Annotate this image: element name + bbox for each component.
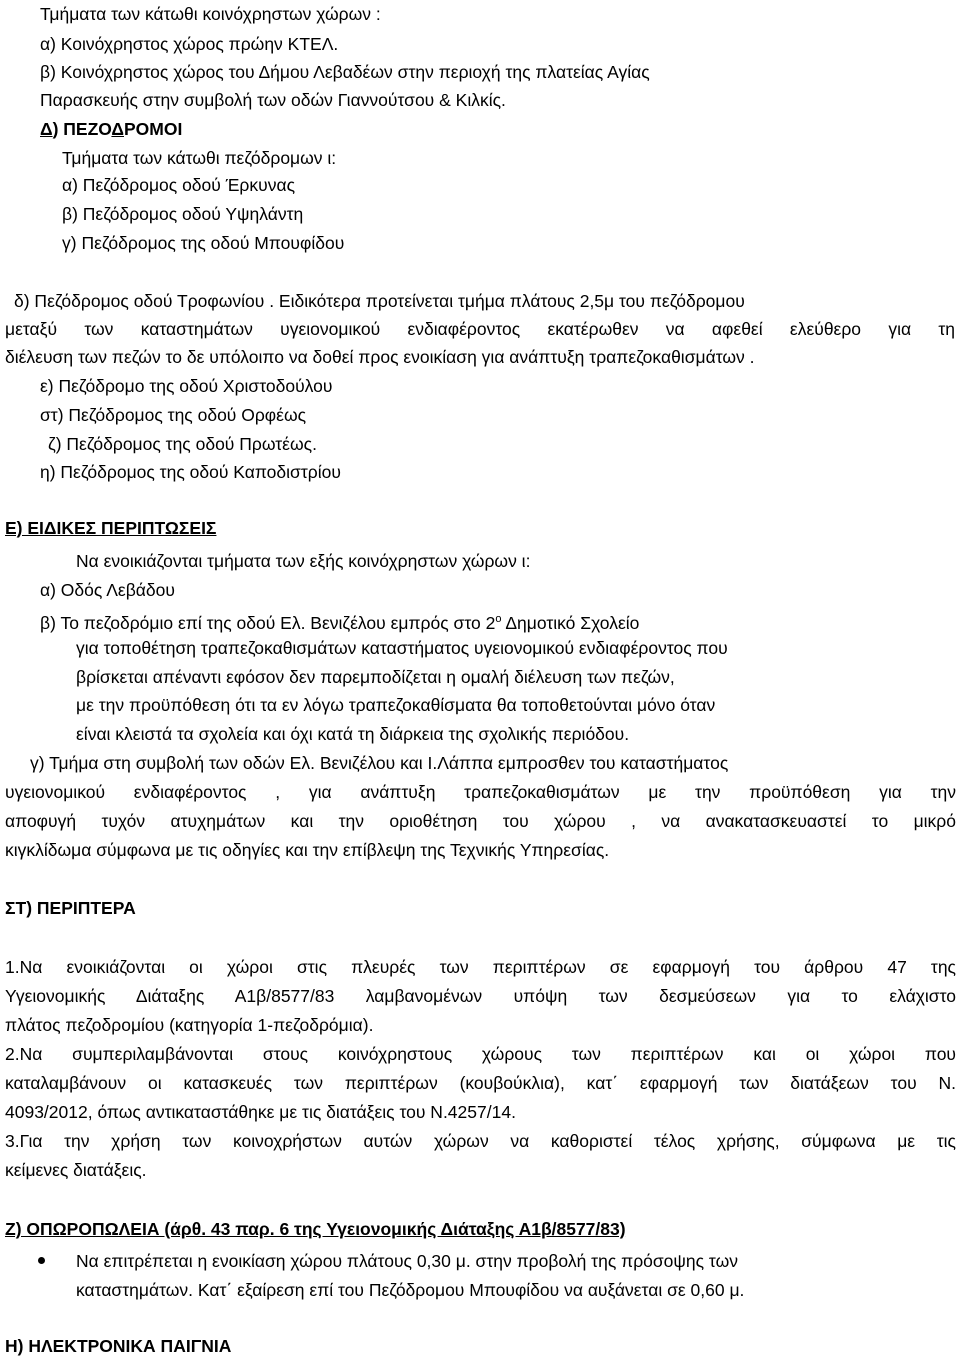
section-e-item-c-line3: αποφυγή τυχόν ατυχημάτων και την οριοθέτηση του χώρου , να ανακατασκευαστεί το μικρό [5,811,956,831]
section-e-item-b-line1-text: β) Το πεζοδρόμιο επί της οδού Ελ. Βενιζέλου εμπρός στο 2 [40,612,496,633]
section-st-p3-line1: 3.Για την χρήση των κοινοχρήστων αυτών χώρων να καθοριστεί τέλος χρήσης, σύμφωνα με τις [5,1131,956,1151]
section-e-item-c-line1: γ) Τμήμα στη συμβολή των οδών Ελ. Βενιζέλου και Ι.Λάππα εμπροσθεν του καταστήματος [30,753,729,773]
section-d-item-e: ε) Πεζόδρομο της οδού Χριστοδούλου [40,376,333,396]
section-st-heading: ΣΤ) ΠΕΡΙΠΤΕΡΑ [5,898,136,918]
section-h-heading: Η) ΗΛΕΚΤΡΟΝΙΚΑ ΠΑΙΓΝΙΑ [5,1336,232,1356]
bullet-icon [38,1257,45,1264]
section-c-item-b-line2: Παρασκευής στην συμβολή των οδών Γιαννούτσου & Κιλκίς. [40,90,506,110]
section-st-p2-line1: 2.Να συμπεριλαμβάνονται στους κοινόχρηστους χώρους των περιπτέρων και οι χώροι που [5,1044,956,1064]
section-e-item-b-line1-end: Δημοτικό Σχολείο [501,612,640,633]
section-d-item-d-line3: διέλευση των πεζών το δε υπόλοιπο να δοθεί προς ενοικίαση για ανάπτυξη τραπεζοκαθισμάτων . [5,347,755,367]
section-st-p2-line2: καταλαμβάνουν οι κατασκευές των περιπτέρων (κουβούκλια), κατ΄ εφαρμογή των διατάξεων του Ν. [5,1073,956,1093]
section-e-item-b-line3: βρίσκεται απέναντι εφόσον δεν παρεμποδίζεται η ομαλή διέλευση των πεζών, [76,667,675,687]
section-z-bullet-line2: καταστημάτων. Κατ΄ εξαίρεση επί του Πεζόδρομου Μπουφίδου να αυξάνεται σε 0,60 μ. [76,1280,745,1300]
section-e-item-b-superscript: ο [495,613,502,625]
section-z-heading: Ζ) ΟΠΩΡΟΠΩΛΕΙΑ (άρθ. 43 παρ. 6 της Υγειονομικής Διάταξης Α1β/8577/83) [5,1219,626,1239]
section-e-intro: Να ενοικιάζονται τμήματα των εξής κοινόχρηστων χώρων ι: [76,551,531,571]
section-d-item-a: α) Πεζόδρομος οδού Έρκυνας [62,175,296,195]
section-e-item-b-line2: για τοποθέτηση τραπεζοκαθισμάτων καταστήματος υγειονομικού ενδιαφέροντος που [76,638,728,658]
section-d-item-d-line2: μεταξύ των καταστημάτων υγειονομικού ενδιαφέροντος εκατέρωθεν να αφεθεί ελεύθερο για τη [5,319,955,339]
section-d-item-z: ζ) Πεζόδρομος της οδού Πρωτέως. [48,434,317,454]
section-c-intro: Τμήματα των κάτωθι κοινόχρηστων χώρων : [40,4,381,24]
section-d-heading-rest: ΡΟΜΟΙ [124,119,183,139]
section-d-item-h: η) Πεζόδρομος της οδού Καποδιστρίου [40,462,341,482]
section-st-p1-line3: πλάτος πεζοδρομίου (κατηγορία 1-πεζοδρόμια). [5,1015,374,1035]
section-d-item-b: β) Πεζόδρομος οδού Υψηλάντη [62,204,304,224]
section-e-heading: Ε) ΕΙΔΙΚΕΣ ΠΕΡΙΠΤΩΣΕΙΣ [5,518,217,538]
section-d-intro: Τμήματα των κάτωθι πεζόδρομων ι: [62,148,337,168]
section-e-item-b-line1 [40,608,639,634]
section-z-bullet-line1: Να επιτρέπεται η ενοικίαση χώρου πλάτους 0,30 μ. στην προβολή της πρόσοψης των [76,1251,738,1271]
section-st-p2-line3: 4093/2012, όπως αντικαταστάθηκε με τις διατάξεις του Ν.4257/14. [5,1102,516,1122]
section-st-p1-line2: Υγειονομικής Διάταξης Α1β/8577/83 λαμβανομένων υπόψη των δεσμεύσεων για το ελάχιστο [5,986,956,1006]
section-d-heading [40,118,182,140]
section-e-item-c-line4: κιγκλίδωμα σύμφωνα με τις οδηγίες και την επίβλεψη της Τεχνικής Υπηρεσίας. [5,840,610,860]
section-e-item-b-line5: είναι κλειστά τα σχολεία και όχι κατά τη διάρκεια της σχολικής περιόδου. [76,724,630,744]
section-d-item-c: γ) Πεζόδρομος της οδού Μπουφίδου [62,233,345,253]
section-d-heading-mid-letter: Δ [111,119,124,139]
section-e-item-a: α) Οδός Λεβάδου [40,580,175,600]
section-e-item-b-line4: με την προϋπόθεση ότι τα εν λόγω τραπεζοκαθίσματα θα τοποθετούνται μόνο όταν [76,695,716,715]
section-c-item-b-line1: β) Κοινόχρηστος χώρος του Δήμου Λεβαδέων στην περιοχή της πλατείας Αγίας [40,62,650,82]
section-st-p1-line1: 1.Να ενοικιάζονται οι χώροι στις πλευρές των περιπτέρων σε εφαρμογή του άρθρου 47 της [5,957,956,977]
section-e-item-c-line2: υγειονομικού ενδιαφέροντος , για ανάπτυξη τραπεζοκαθισμάτων με την προϋπόθεση για την [5,782,956,802]
section-d-item-d-line1: δ) Πεζόδρομος οδού Τροφωνίου . Ειδικότερα προτείνεται τμήμα πλάτους 2,5μ του πεζόδρομου [14,291,745,311]
section-d-heading-letter: Δ [40,119,53,139]
section-st-p3-line2: κείμενες διατάξεις. [5,1160,147,1180]
section-d-heading-mid: ) ΠΕΖΟ [52,119,112,139]
section-d-item-st: στ) Πεζόδρομος της οδού Ορφέως [40,405,307,425]
section-c-item-a: α) Κοινόχρηστος χώρος πρώην ΚΤΕΛ. [40,34,339,54]
